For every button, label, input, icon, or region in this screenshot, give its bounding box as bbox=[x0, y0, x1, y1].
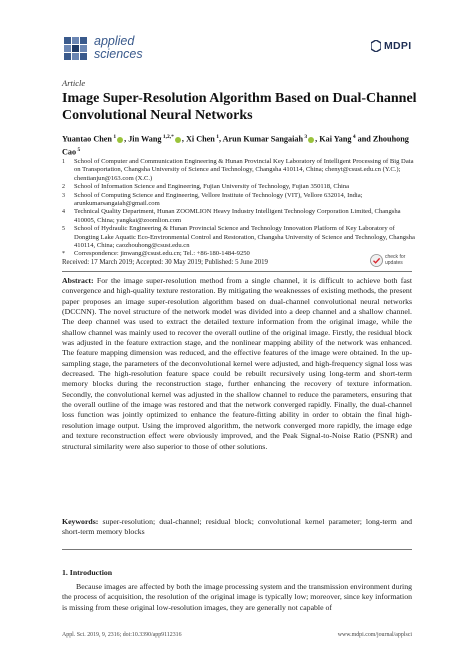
check-for-updates-badge[interactable] bbox=[370, 254, 405, 267]
affiliation-item bbox=[62, 158, 417, 183]
affiliation-item bbox=[62, 208, 417, 225]
abstract-label: Abstract: bbox=[62, 276, 94, 285]
affiliation-number: 4 bbox=[62, 209, 65, 216]
author-separator: , bbox=[315, 134, 320, 144]
introduction-paragraph: Because images are affected by both the image processing system and the transmission environment during the process of acquisition, the resolution of the original image is typically low; moreover, since key information is missing from these original low-resolution images, they are generally not capable of bbox=[62, 582, 412, 612]
check-for-updates-icon bbox=[370, 254, 383, 267]
abstract bbox=[62, 276, 412, 452]
keywords bbox=[62, 517, 412, 538]
publisher-logo bbox=[371, 40, 411, 52]
affiliation-text: Correspondence: jinwang@csust.edu.cn; Tel.: +86-180-1484-9250 bbox=[74, 250, 250, 258]
affiliation-item bbox=[62, 225, 417, 250]
section-heading-introduction: 1. Introduction bbox=[62, 568, 113, 577]
author-name: Xi Chen bbox=[185, 134, 215, 144]
article-type: Article bbox=[62, 78, 86, 88]
affiliation-number: 5 bbox=[62, 226, 65, 233]
affiliation-number: 1 bbox=[62, 159, 65, 165]
paper-title: Image Super-Resolution Algorithm Based on Dual-Channel Convolutional Neural Networks bbox=[62, 91, 417, 123]
author-separator: and bbox=[355, 134, 373, 144]
journal-name-line1: applied bbox=[94, 34, 135, 48]
keywords-label: Keywords: bbox=[62, 517, 99, 526]
affiliation-number: 2 bbox=[62, 184, 65, 191]
author-affiliation-marker: 1,2, bbox=[161, 134, 172, 140]
affiliation-item bbox=[62, 250, 417, 258]
journal-name bbox=[94, 35, 143, 61]
author-separator: , bbox=[124, 134, 129, 144]
author-affiliation-marker: 5 bbox=[76, 147, 81, 154]
page-footer bbox=[62, 632, 412, 638]
orcid-icon[interactable] bbox=[308, 137, 314, 143]
affiliation-item bbox=[62, 192, 417, 209]
affiliation-text: School of Information Science and Engineering, Fujian University of Technology, Fujian 350118, China bbox=[74, 183, 350, 191]
orcid-icon[interactable] bbox=[175, 137, 181, 143]
author-name: Arun Kumar Sangaiah bbox=[222, 134, 304, 144]
author-affiliation-marker: 1 bbox=[214, 134, 219, 140]
affiliation-text: Technical Quality Department, Hunan ZOOMLION Heavy Industry Intelligent Technology Corporation Limited, Changsha 410005, China; yangkai@zoomlion.com bbox=[74, 208, 401, 224]
affiliation-text: School of Hydraulic Engineering & Hunan Provincial Science and Technology Innovation Platform of Key Laboratory of Dongting Lake Aquatic Eco-Environmental Control and Restoration, Changsha University of Science and Technology, Changsha 410114, China; caozhouhong@csust.edu.cn bbox=[74, 225, 415, 250]
publisher-name: MDPI bbox=[384, 40, 412, 52]
check-for-updates-line2: updates bbox=[385, 259, 403, 266]
mdpi-logo-icon bbox=[371, 40, 381, 52]
orcid-icon[interactable] bbox=[117, 137, 123, 143]
affiliation-number: * bbox=[62, 251, 65, 258]
journal-name-line2: sciences bbox=[94, 47, 143, 61]
affiliation-number: 3 bbox=[62, 192, 65, 199]
check-for-updates-line1: check for bbox=[385, 254, 406, 260]
divider-top bbox=[62, 271, 412, 272]
author-list bbox=[62, 132, 422, 158]
affiliation-text: School of Computing Science and Engineering, Vellore Institute of Technology (VIT), Vellore 632014, India; arunkumarsangaiah@gmail.com bbox=[74, 191, 363, 208]
author-name: Zhouhong Cao bbox=[62, 134, 409, 157]
author-separator: , bbox=[218, 134, 223, 144]
keywords-text: super-resolution; dual-channel; residual block; convolutional kernel parameter; long-term and short-term memory blocks bbox=[62, 517, 413, 537]
applied-sciences-logo-icon bbox=[62, 34, 90, 64]
affiliations-list bbox=[62, 158, 417, 259]
author-name: Jin Wang bbox=[128, 134, 162, 144]
footer-citation: Appl. Sci. 2019, 9, 2316; doi:10.3390/app9112316 bbox=[62, 632, 182, 638]
footer-journal-url[interactable]: www.mdpi.com/journal/applsci bbox=[337, 632, 412, 638]
check-for-updates-label bbox=[385, 255, 405, 266]
author-affiliation-marker: 3 bbox=[303, 134, 308, 140]
author-separator: , bbox=[181, 134, 186, 144]
corresponding-author-marker: * bbox=[171, 134, 174, 140]
divider-bottom bbox=[62, 549, 412, 550]
author-affiliation-marker: 4 bbox=[351, 134, 356, 140]
author-affiliation-marker: 1 bbox=[111, 134, 117, 140]
affiliation-item bbox=[62, 183, 417, 191]
publication-dates: Received: 17 March 2019; Accepted: 30 May 2019; Published: 5 June 2019 bbox=[62, 259, 268, 266]
abstract-text: For the image super-resolution method from a single channel, it is difficult to achieve both fast convergence and high-quality texture restoration. By mitigating the weaknesses of existing methods, the present paper proposes an image super-resolution algorithm based on dual-channel convolutional neural networks (DCCNN). The novel structure of the network model was divided into a deep channel and a shallow channel. The deep channel was used to extract the detailed texture information from the original image, while the shallow channel was mainly used to recover the overall outline of the original image. Firstly, the residual block was adjusted in the feature extraction stage, and the nonlinear mapping ability of the network was enhanced. The feature mapping dimension was reduced, and the effective features of the image were obtained. In the up-sampling stage, the parameters of the deconvolutional kernel were adjusted, and high-frequency signal loss was decreased. The high-resolution feature space could be rebuilt recursively using long-term and short-term memory blocks during the reconstruction stage, further enhancing the recovery of texture information. Secondly, the convolutional kernel was adjusted in the shallow channel to reduce the parameters, ensuring that the overall outline of the image was restored and that the network converged rapidly. Finally, the dual-channel loss function was jointly optimized to enhance the feature-fitting ability in order to obtain the final high-resolution image output. Using the improved algorithm, the network converged more rapidly, the image edge and texture reconstruction effect were obviously improved, and the Peak Signal-to-Noise Ratio (PSNR) and structural similarity were also superior to those of other solutions. bbox=[62, 276, 412, 451]
author-name: Kai Yang bbox=[319, 134, 352, 144]
author-name: Yuantao Chen bbox=[62, 134, 112, 144]
affiliation-text: School of Computer and Communication Engineering & Hunan Provincial Key Laboratory of Intelligent Processing of Big Data on Transportation, Changsha University of Science and Technology, Changsha 410114, China; chenyt@csust.edu.cn (Y.C.); chentianjun@163.com (X.C.) bbox=[74, 158, 414, 182]
